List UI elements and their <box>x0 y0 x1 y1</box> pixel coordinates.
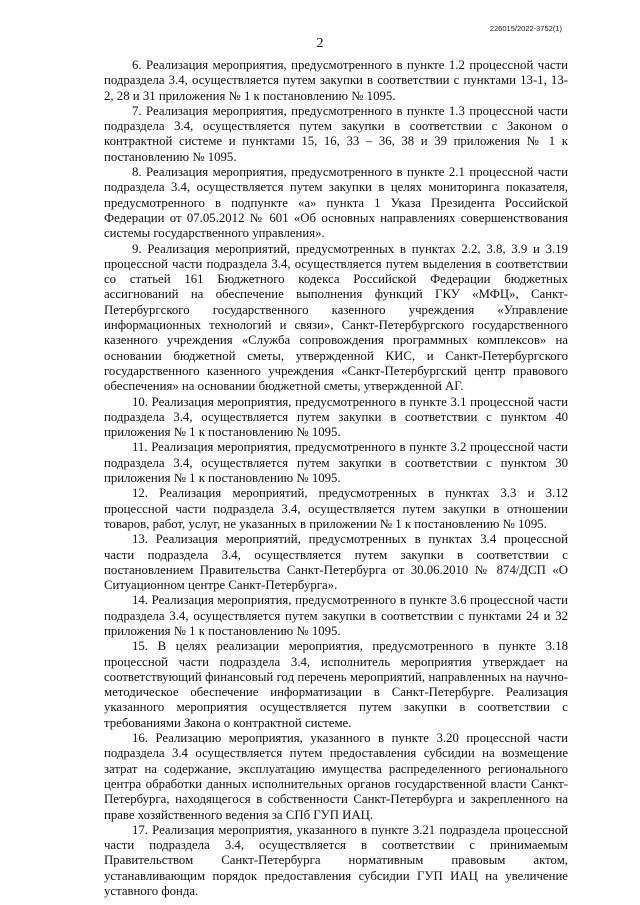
paragraph-8: 8. Реализация мероприятия, предусмотренного в пункте 2.1 процессной части подраздела 3.4, осуществляется путем закупки в целях мониторинга показателя, предусмотренного в подпункте «а» пункта 1 Указа Президента Российской Федерации от 07.05.2012 № 601 «Об основных направлениях совершенствования системы государственного управления». <box>104 165 568 241</box>
paragraph-7: 7. Реализация мероприятия, предусмотренного в пункте 1.3 процессной части подраздела 3.4, осуществляется путем закупки в соответствии с Законом о контрактной системе и пунктами 15, 16, 33 – 36, 38 и 39 приложения № 1 к постановлению № 1095. <box>104 103 568 164</box>
paragraph-15: 15. В целях реализации мероприятия, предусмотренного в пункте 3.18 процессной части подраздела 3.4, исполнитель мероприятия утверждает на соответствующий финансовый год перечень мероприятий, направленных на научно-методическое обеспечение информатизации в Санкт-Петербурге. Реализация указанного мероприятия осуществляется путем закупки в соответствии с требованиями Закона о контрактной системе. <box>104 639 568 730</box>
paragraph-13: 13. Реализация мероприятий, предусмотренных в пунктах 3.4 процессной части подраздела 3.4, осуществляется путем закупки в соответствии с постановлением Правительства Санкт-Петербурга от 30.06.2010 № 874/ДСП «О Ситуационном центре Санкт-Петербурга». <box>104 532 568 593</box>
paragraph-17: 17. Реализация мероприятия, указанного в пункте 3.21 подраздела процессной части подраздела 3.4, осуществляется в соответствии с принимаемым Правительством Санкт-Петербурга нормативным правовым актом, устанавливающим порядок предоставления субсидии ГУП ИАЦ на увеличение уставного фонда. <box>104 822 568 899</box>
paragraph-16: 16. Реализацию мероприятия, указанного в пункте 3.20 процессной части подраздела 3.4 осуществляется путем предоставления субсидии на возмещение затрат на содержание, эксплуатацию имущества распределенного регионального центра обработки данных исполнительных органов государственной власти Санкт-Петербурга, находящегося в собственности Санкт-Петербурга и закрепленного на праве хозяйственного ведения за СПб ГУП ИАЦ. <box>104 731 568 822</box>
page-number: 2 <box>316 36 324 51</box>
paragraph-10: 10. Реализация мероприятия, предусмотренного в пункте 3.1 процессной части подраздела 3.4, осуществляется путем закупки в соответствии с пунктом 40 приложения № 1 к постановлению № 1095. <box>104 394 568 440</box>
document-body <box>104 58 568 899</box>
paragraph-9: 9. Реализация мероприятий, предусмотренных в пунктах 2.2, 3.8, 3.9 и 3.19 процессной части подраздела 3.4, осуществляется путем выделения в соответствии со статьей 161 Бюджетного кодекса Российской Федерации бюджетных ассигнований на обеспечение выполнения функций ГКУ «МФЦ», Санкт-Петербургского государственного казенного учреждения «Управление информационных технологий и связи», Санкт-Петербургского государственного казенного учреждения «Служба сопровождения программных комплексов» на основании бюджетной сметы, утвержденной КИС, и Санкт-Петербургского государственного казенного учреждения «Санкт-Петербургский центр правового обеспечения» на основании бюджетной сметы, утвержденной АГ. <box>104 241 568 394</box>
paragraph-12: 12. Реализация мероприятий, предусмотренных в пунктах 3.3 и 3.12 процессной части подраздела 3.4, осуществляется путем закупки в отношении товаров, работ, услуг, не указанных в приложении № 1 к постановлению № 1095. <box>104 486 568 531</box>
document-number: 226015/2022-3752(1) <box>489 24 562 33</box>
paragraph-11: 11. Реализация мероприятия, предусмотренного в пункте 3.2 процессной части подраздела 3.4, осуществляется путем закупки в соответствии с пунктом 30 приложения № 1 к постановлению № 1095. <box>104 440 568 486</box>
paragraph-6: 6. Реализация мероприятия, предусмотренного в пункте 1.2 процессной части подраздела 3.4, осуществляется путем закупки в соответствии с пунктами 13-1, 13-2, 28 и 31 приложения № 1 к постановлению № 1095. <box>104 58 568 103</box>
paragraph-14: 14. Реализация мероприятия, предусмотренного в пункте 3.6 процессной части подраздела 3.4, осуществляется путем закупки в соответствии с пунктами 24 и 32 приложения № 1 к постановлению № 1095. <box>104 593 568 638</box>
